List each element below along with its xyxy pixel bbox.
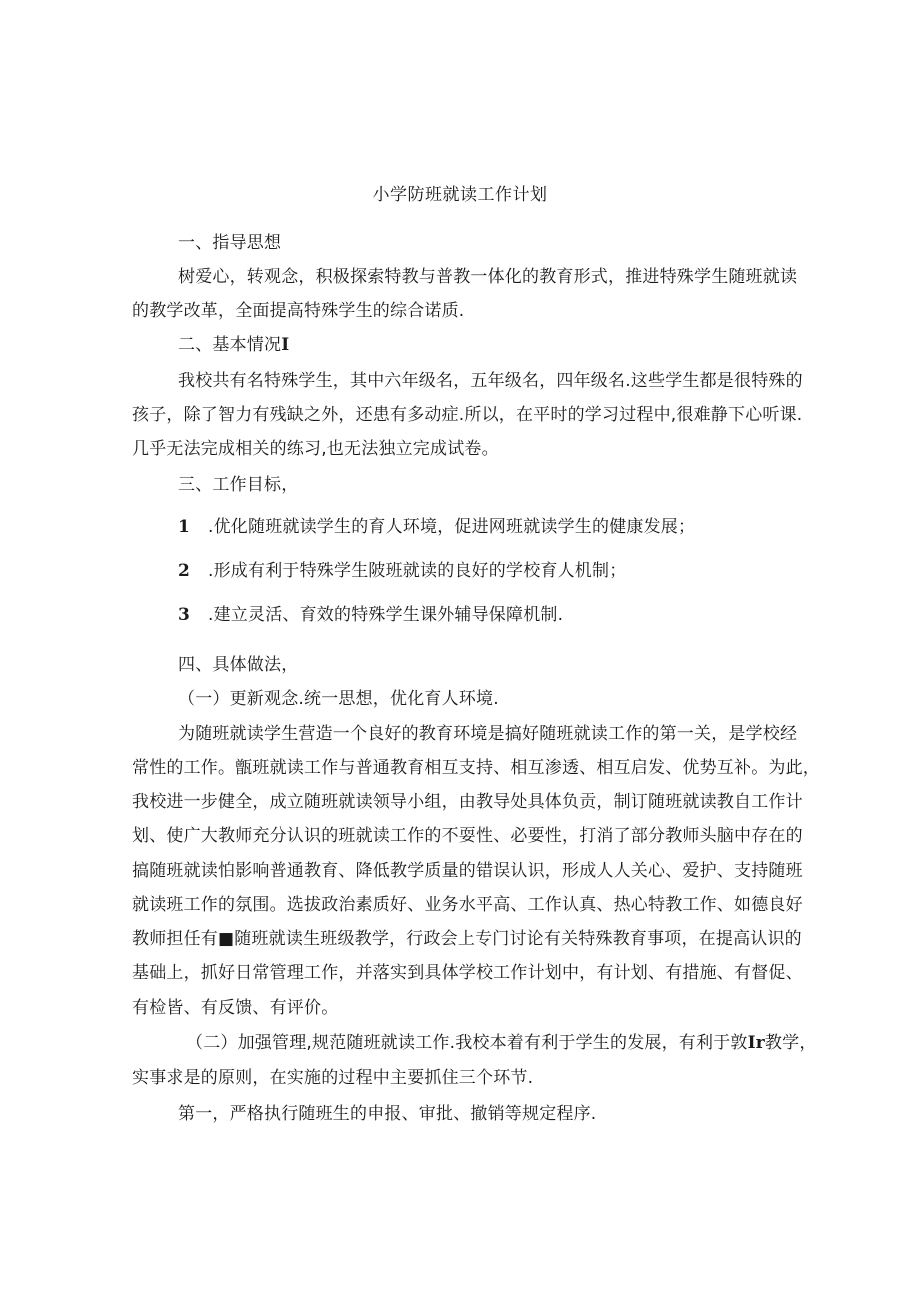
goal-item bbox=[178, 556, 626, 581]
paragraph-line: 就读班工作的氛围。选拔政治素质好、业务水平高、工作认真、热心特教工作、如德良好 bbox=[132, 895, 803, 915]
heading-guiding-ideology: 一、指导思想 bbox=[178, 233, 282, 253]
paragraph-line: 常性的工作。甑班就读工作与普通教育相互支持、相互渗透、相互启发、优势互补。为此， bbox=[132, 758, 820, 778]
paragraph-line: 树爱心，转观念，积极探索特教与普教一体化的教育形式，推进特殊学生随班就读 bbox=[178, 267, 798, 287]
goal-number: 2 bbox=[178, 561, 191, 581]
paragraph-line: 孩子，除了智力有残缺之外，还患有多动症.所以，在平时的学习过程中,很难静下心听课. bbox=[132, 405, 803, 425]
paragraph-line bbox=[132, 924, 802, 949]
line-part: 随班就读生班级教学，行政会上专门讨论有关特殊教育事项，在提高认识的 bbox=[234, 929, 802, 949]
paragraph-line: 基础上，抓好日常管理工作，并落实到具体学校工作计划中，有计划、有措施、有督促、 bbox=[132, 963, 803, 983]
paragraph-line: 第一，严格执行随班生的申报、审批、撤销等规定程序. bbox=[178, 1104, 597, 1124]
paragraph-line: 搞随班就读怕影响普通教育、降低教学质量的错误认识，形成人人关心、爱护、支持随班 bbox=[132, 861, 803, 881]
paragraph-line: 几乎无法完成相关的练习,也无法独立完成试卷。 bbox=[132, 439, 499, 459]
goal-text: .优化随班就读学生的育人环境，促进网班就读学生的健康发展； bbox=[208, 517, 696, 537]
paragraph-line: 我校进一步健全，成立随班就读领导小组，由教导处具体负贡，制订随班就读教自工作计 bbox=[132, 792, 803, 812]
paragraph-line: 实事求是的原则，在实施的过程中主要抓住三个环节. bbox=[132, 1068, 534, 1088]
paragraph-line: 有检皆、有反馈、有评价。 bbox=[132, 998, 339, 1018]
paragraph-line: 为随班就读学生营造一个良好的教育环境是搞好随班就读工作的第一关，是学校经 bbox=[178, 724, 798, 744]
heading-basic-situation bbox=[178, 330, 289, 355]
goal-item bbox=[178, 512, 695, 537]
line-mark: Ir bbox=[747, 1033, 765, 1053]
line-mark: ■ bbox=[218, 929, 235, 949]
line-part: 教学， bbox=[764, 1033, 817, 1053]
heading-work-goals: 三、工作目标， bbox=[178, 475, 299, 495]
goal-text: .形成有利于特殊学生陂班就读的良好的学校育人机制； bbox=[208, 561, 627, 581]
paragraph-line: 我校共有名特殊学生，其中六年级名，五年级名，四年级名.这些学生都是很特殊的 bbox=[178, 371, 803, 391]
line-part: 教师担任有 bbox=[132, 929, 218, 949]
heading-text: 二、基本情况 bbox=[178, 335, 282, 355]
heading-suffix: I bbox=[281, 335, 290, 355]
goal-item bbox=[178, 600, 563, 625]
paragraph-line: 的教学改革，全面提高特殊学生的综合诺质. bbox=[132, 301, 465, 321]
document-title: 小学防班就读工作计划 bbox=[372, 185, 548, 205]
subheading-one: （一）更新观念.统一思想，优化育人环境. bbox=[178, 689, 499, 709]
paragraph-line: 划、使广大教师充分认识的班就读工作的不耍性、必要性，打消了部分教师头脑中存在的 bbox=[132, 826, 803, 846]
goal-text: .建立灵活、育效的特殊学生课外辅导保障机制. bbox=[208, 605, 564, 625]
heading-specific-methods: 四、具体做法， bbox=[178, 655, 299, 675]
goal-number: 1 bbox=[178, 517, 191, 537]
line-part: （二）加强管理,规范随班就读工作.我校本着有利于学生的发展，有利于敦 bbox=[186, 1033, 748, 1053]
goal-number: 3 bbox=[178, 605, 191, 625]
subheading-two bbox=[186, 1028, 817, 1053]
